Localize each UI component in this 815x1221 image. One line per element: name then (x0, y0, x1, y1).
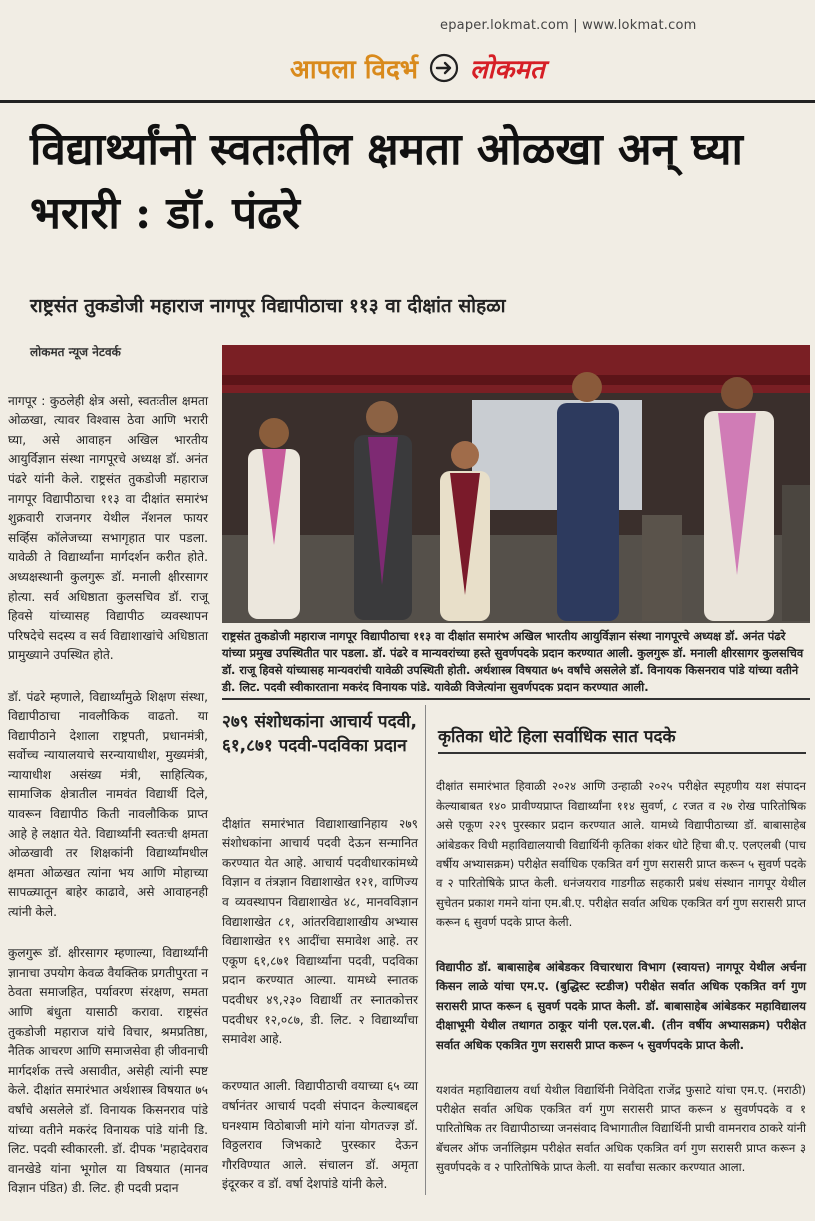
photo-caption: राष्ट्रसंत तुकडोजी महाराज नागपूर विद्यापीठाचा ११३ वा दीक्षांत समारंभ अखिल भारतीय आयुर्विज्ञान संस्था नागपूरचे अध्यक्ष डॉ. अनंत पंढरे यांच्या प्रमुख उपस्थितीत पार पडला. डॉ. पंढरे व मान्यवरांच्या हस्ते सुवर्णपदके प्रदान करण्यात आली. कुलगुरू डॉ. मनाली क्षीरसागर कुलसचिव डॉ. राजू हिवसे यांच्यासह मान्यवरांची यावेळी उपस्थिती होती. अर्थशास्त्र विषयात ७५ वर्षांचे असलेले डॉ. विनायक किसनराव पांडे यांच्या वतीने डी. लिट. पदवी स्वीकारताना मकरंद विनायक पांडे. यावेळी विजेत्यांना सुवर्णपदक प्रदान करण्यात आली. (222, 629, 804, 694)
epaper-url: epaper.lokmat.com | www.lokmat.com (440, 18, 697, 33)
section-rule (222, 698, 810, 700)
person-5 (704, 377, 774, 621)
byline: लोकमत न्यूज नेटवर्क (30, 345, 121, 359)
paragraph: डॉ. पंढरे म्हणाले, विद्यार्थ्यांमुळे शिक्षण संस्था, विद्यापीठाचा नावलौकिक वाढतो. या विद्यापीठाने देशाला राष्ट्रपती, प्रधानमंत्री, सर्वोच्च न्यायालयाचे सरन्यायाधीश, मुख्यमंत्री, न्यायाधीश असंख्य मंत्री, साहित्यिक, सामाजिक क्षेत्रातील नामवंत विद्यार्थी दिले, यावरून विद्यापीठ किती नावलौकिक प्राप्त आहे हे लक्षात येते. विद्यार्थ्यांनी स्वतःची क्षमता ओळखावी तर शिक्षकांनी विद्यार्थ्यांमधील क्षमता ओळखत त्यांना भय आणि मोहाच्या सापळ्यातून बाहेर काढावे, असे आवाहनही त्यांनी केले. (8, 689, 208, 920)
headline: विद्यार्थ्यांनो स्वतःतील क्षमता ओळखा अन् घ्या भरारी : डॉ. पंढरे (30, 124, 743, 239)
story2-body (222, 795, 418, 1214)
left-column-text (8, 372, 208, 1221)
paragraph-bold: विद्यापीठ डॉ. बाबासाहेब आंबेडकर विचारधारा विभाग (स्वायत्त) नागपूर येथील अर्चना किसन लाळे यांचा एम.ए. (बुद्धिस्ट स्टडीज) परीक्षेत सर्वात अधिक एकत्रित वर्ग गुण सरासरी प्राप्त करून ६ सुवर्ण पदके प्राप्त केली. डॉ. बाबासाहेब आंबेडकर महाविद्यालय दीक्षाभूमी येथील तथागत ठाकूर यांनी एल.एल.बी. (तीन वर्षीय अभ्यासक्रम) परीक्षेत सर्वात अधिक एकत्रित गुण सरासरी प्राप्त करून ५ सुवर्णपदके प्राप्त केली. (436, 960, 806, 1052)
ceremony-photo (222, 345, 810, 623)
paragraph: यशवंत महाविद्यालय वर्धा येथील विद्यार्थिनी निवेदिता राजेंद्र फुसाटे यांचा एम.ए. (मराठी) परीक्षेत सर्वात अधिक एकत्रित वर्ग गुण सरासरी प्राप्त करून ४ सुवर्णपदके व १ पारितोषिक तर विद्यापीठाच्या जनसंवाद विभागातील विद्यार्थिनी प्राची वामनराव ठाकरे यांनी बॅचलर ऑफ जर्नालिझम परीक्षेत सर्वात अधिक एकत्रित वर्ग गुण सरासरी प्राप्त करून ३ सुवर्णपदके व २ पारितोषिके प्राप्त केली. या सर्वांचा सत्कार करण्यात आला. (436, 1082, 806, 1175)
paragraph: नागपूर : कुठलेही क्षेत्र असो, स्वतःतील क्षमता ओळखा, त्यावर विश्वास ठेवा आणि भरारी घ्या, असे आवाहन अखिल भारतीय आयुर्विज्ञान संस्था नागपूरचे अध्यक्ष डॉ. अनंत पंढरे यांनी केले. राष्ट्रसंत तुकडोजी महाराज नागपूर विद्यापीठाचा ११३ वा दीक्षांत समारंभ शुक्रवारी राजनगर येथील नॅशनल फायर सर्व्हिस कॉलेजच्या सभागृहात पार पडला. यावेळी ते विद्यार्थ्यांना मार्गदर्शन करीत होते. अध्यक्षस्थानी कुलगुरू डॉ. मनाली क्षीरसागर होत्या. सर्व अधिष्ठाता कुलसचिव डॉ. राजू हिवसे यांच्यासह विद्यापीठ व्यवस्थापन परिषदेचे सदस्य व सर्व विद्याशाखांचे अधिष्ठाता प्रामुख्याने उपस्थित होते. (8, 393, 208, 663)
arrow-right-icon (428, 52, 460, 84)
paragraph: दीक्षांत समारंभात हिवाळी २०२४ आणि उन्हाळी २०२५ परीक्षेत स्पृहणीय यश संपादन केल्याबाबत १४० प्रावीण्यप्राप्त विद्यार्थ्यांना ११४ सुवर्ण, ८ रजत व २७ रोख पारितोषिक असे एकूण २२९ पुरस्कार प्रदान करण्यात आले. यामध्ये विद्यापीठाच्या डॉ. बाबासाहेब आंबेडकर विधी महाविद्यालयाची विद्यार्थिनी कृतिका शंकर धोटे हिचा बी.ए. एलएलबी (पाच वर्षीय अभ्यासक्रम) परीक्षेत सर्वाधिक एकत्रित वर्ग गुण सरासरी प्राप्त करून ५ सुवर्ण पदके व २ पारितोषिके प्राप्त केली. धनंजयराव गाडगीळ सहकारी प्रबंध संस्थान नागपूर येथील सुचेतन प्रकाश गमने यांना एम.बी.ए. परीक्षेत सर्वात अधिक एकत्रित वर्ग गुण सरासरी प्राप्त करून ६ सुवर्ण पदके प्राप्त केली. (436, 779, 806, 930)
top-rule (0, 100, 815, 103)
story2-headline: २७९ संशोधकांना आचार्य पदवी, ६१,८७१ पदवी-पदविका प्रदान (222, 712, 417, 756)
brand-logo: लोकमत (470, 55, 545, 85)
section-name: आपला विदर्भ (290, 55, 419, 85)
person-4 (557, 372, 619, 621)
story3-rule (438, 752, 806, 754)
paragraph: कुलगुरू डॉ. क्षीरसागर म्हणाल्या, विद्यार्थ्यांनी ज्ञानाचा उपयोग केवळ वैयक्तिक प्रगतीपुरता न ठेवता समाजहित, पर्यावरण संरक्षण, समता आणि बंधुता यासाठी करावा. राष्ट्रसंत तुकडोजी महाराज यांचे विचार, श्रमप्रतिष्ठा, नैतिक आचरण आणि समाजसेवा ही जीवनाची मार्गदर्शक तत्त्वे असावीत, असेही त्यांनी स्पष्ट केले. दीक्षांत समारंभात अर्थशास्त्र विषयात ७५ वर्षांचे असलेले डॉ. विनायक किसनराव पांडे यांच्या वतीने मकरंद विनायक पांडे यांनी डि. लिट. पदवी स्वीकारली. डॉ. दीपक 'महादेवराव वानखेडे यांना भूगोल या विषयात (मानव विज्ञान पंडित) डी. लिट. ही पदवी प्रदान (8, 946, 208, 1196)
story3-headline: कृतिका धोटे हिला सर्वाधिक सात पदके (438, 727, 676, 747)
paragraph: दीक्षांत समारंभात विद्याशाखानिहाय २७९ संशोधकांना आचार्य पदवी देऊन सन्मानित करण्यात येत आहे. आचार्य पदवीधारकांमध्ये विज्ञान व तंत्रज्ञान विद्याशाखेत १२१, वाणिज्य व व्यवस्थापन विद्याशाखेत ४८, मानवविज्ञान विद्याशाखेत ८१, आंतरविद्याशाखीय अभ्यास विद्याशाखेत १९ आदींचा समावेश आहे. तर एकूण ६१,८७१ विद्यार्थ्यांना पदवी, पदविका प्रदान करण्यात आल्या. यामध्ये स्नातक पदवीधर ४९,२३० विद्यार्थी तर स्नातकोत्तर पदवीधर १२,०८७, डी. लिट. २ विद्यार्थ्यांचा समावेश आहे. (222, 816, 418, 1047)
section-banner (290, 48, 545, 88)
column-divider (425, 705, 426, 1195)
subheadline: राष्ट्रसंत तुकडोजी महाराज नागपूर विद्यापीठाचा ११३ वा दीक्षांत सोहळा (30, 295, 506, 317)
paragraph: करण्यात आली. विद्यापीठाची वयाच्या ६५ व्या वर्षानंतर आचार्य पदवी संपादन केल्याबद्दल घनश्याम विठोबाजी मांगे यांना योगतज्ज्ञ डॉ. विठ्ठलराव जिभकाटे पुरस्कार देऊन गौरविण्यात आले. संचालन डॉ. अमृता इंदूरकर व डॉ. वर्षा देशपांडे यांनी केले. (222, 1079, 418, 1192)
story3-body (436, 758, 806, 1203)
